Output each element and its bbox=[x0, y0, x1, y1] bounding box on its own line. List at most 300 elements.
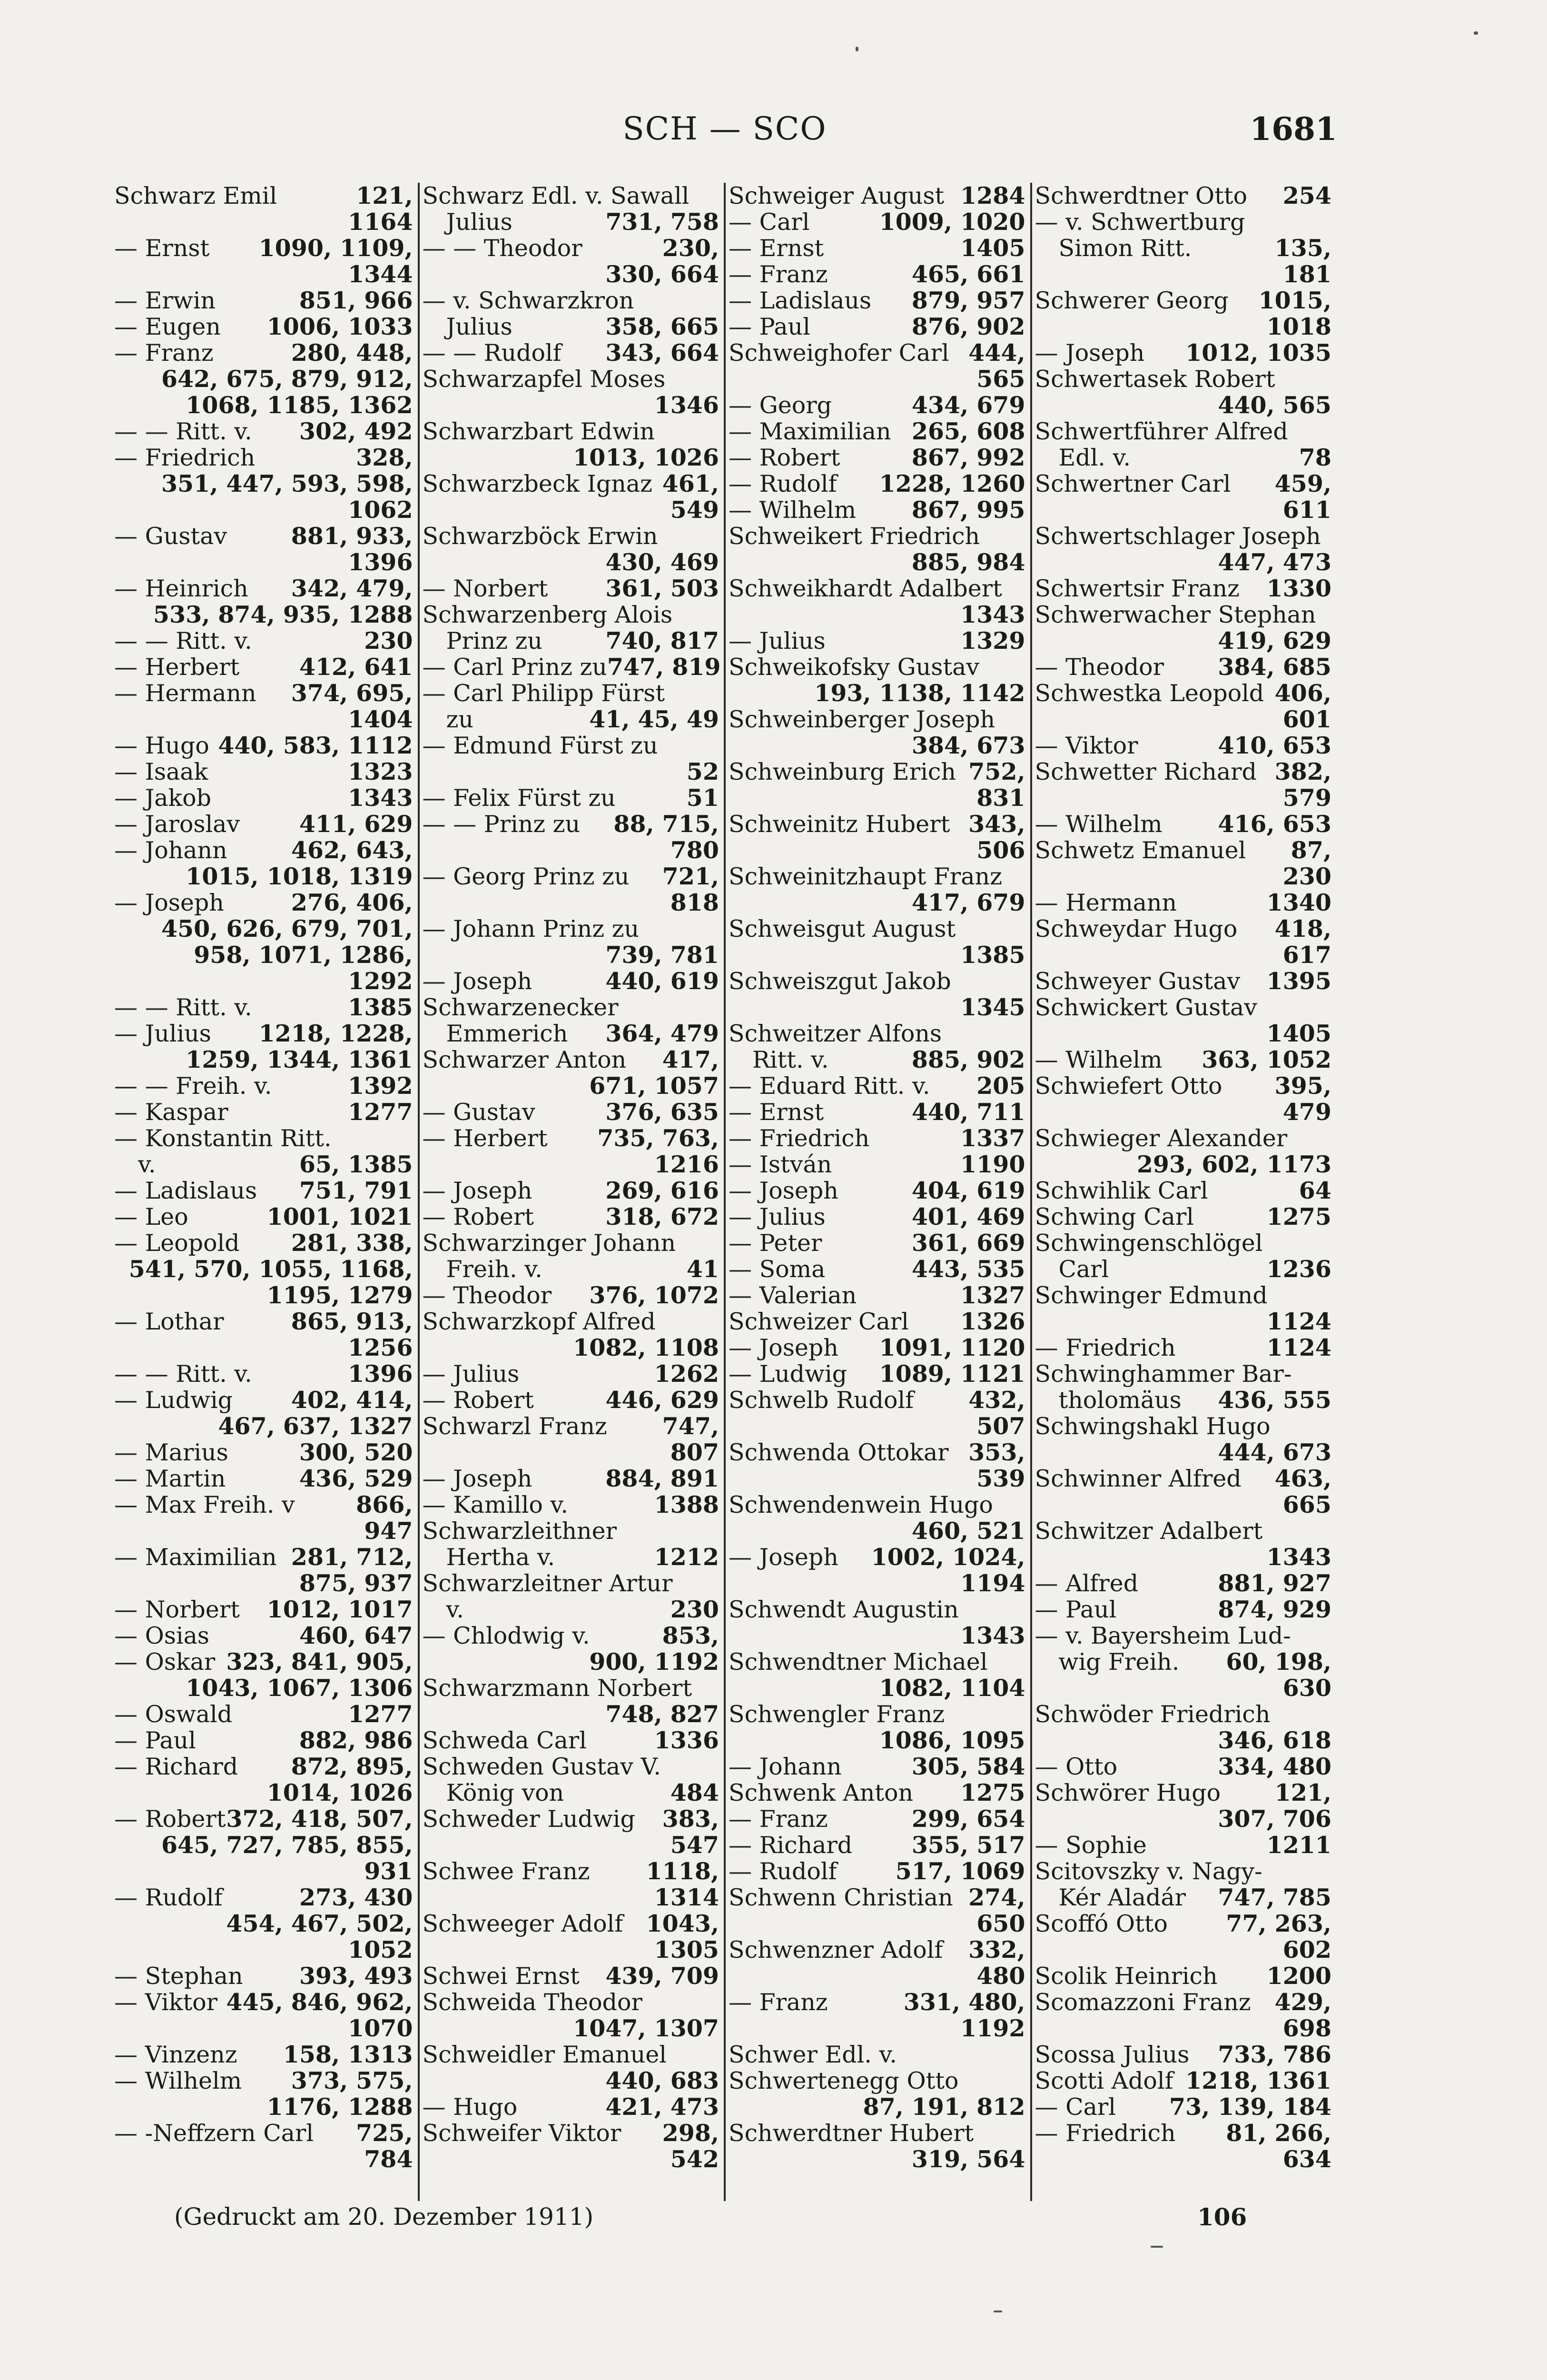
entry-pages-continued: 467, 637, 1327 bbox=[218, 1412, 413, 1440]
entry-pages: 881, 927 bbox=[1218, 1569, 1331, 1597]
index-entry bbox=[1035, 994, 1332, 1047]
entry-pages: 73, 139, 184 bbox=[1169, 2093, 1331, 2121]
entry-name: — Franz bbox=[729, 261, 828, 288]
entry-pages: 1327 bbox=[960, 1281, 1025, 1309]
entry-pages-continued: 330, 664 bbox=[605, 260, 719, 288]
entry-name: Schwiefert Otto bbox=[1035, 1072, 1222, 1100]
entry-pages: 361, 669 bbox=[911, 1229, 1025, 1257]
entry-name: Carl bbox=[1058, 1256, 1109, 1283]
entry-name: — Franz bbox=[729, 1989, 828, 2016]
entry-name: — Wilhelm bbox=[114, 2067, 242, 2094]
index-entry bbox=[1035, 575, 1332, 602]
entry-name: — Otto bbox=[1035, 1753, 1118, 1780]
entry-name: — Gustav bbox=[114, 523, 227, 550]
entry-name: — Leo bbox=[114, 1203, 188, 1230]
index-entry bbox=[729, 916, 1025, 968]
entry-pages-continued: 1346 bbox=[654, 391, 719, 419]
entry-name: — Felix Fürst zu bbox=[422, 784, 616, 812]
entry-name: Schweda Carl bbox=[422, 1727, 587, 1754]
entry-pages: 1405 bbox=[960, 234, 1025, 262]
entry-name: Hertha v. bbox=[446, 1544, 555, 1571]
index-entry bbox=[729, 1282, 1025, 1309]
index-entry bbox=[1035, 602, 1332, 654]
entry-pages: 421, 473 bbox=[605, 2093, 719, 2121]
index-entry bbox=[729, 314, 1025, 340]
entry-name: Schweinberger Joseph bbox=[729, 706, 995, 733]
index-column-2 bbox=[418, 183, 724, 2201]
entry-pages: 440, 619 bbox=[605, 967, 719, 995]
entry-pages-continued: 875, 937 bbox=[299, 1569, 413, 1597]
entry-pages-continued: 1014, 1026 bbox=[266, 1779, 413, 1806]
entry-name: — Hugo bbox=[114, 732, 209, 759]
index-entry bbox=[729, 759, 1025, 811]
index-entry bbox=[1035, 288, 1332, 340]
index-entry bbox=[114, 1806, 413, 1884]
entry-pages: 429, bbox=[1274, 1988, 1331, 2016]
index-entry bbox=[1035, 445, 1332, 471]
print-date: (Gedruckt am 20. Dezember 1911) bbox=[174, 2203, 594, 2231]
entry-name: — Max Freih. v bbox=[114, 1491, 295, 1518]
index-entry bbox=[114, 1151, 413, 1178]
entry-pages: 1090, 1109, bbox=[258, 234, 413, 262]
entry-pages: 1340 bbox=[1266, 889, 1331, 916]
entry-name: — — Ritt. v. bbox=[114, 994, 252, 1021]
index-entry bbox=[423, 602, 719, 628]
entry-pages-continued: 1314 bbox=[654, 1884, 719, 1911]
index-entry bbox=[1035, 2094, 1332, 2120]
entry-pages: 725, bbox=[356, 2119, 413, 2147]
index-entry bbox=[1035, 654, 1332, 680]
entry-pages-continued: 1396 bbox=[348, 548, 413, 576]
index-entry bbox=[423, 1021, 719, 1047]
entry-pages-continued: 630 bbox=[1282, 1674, 1331, 1702]
entry-pages: 851, 966 bbox=[299, 287, 413, 314]
entry-pages: 1124 bbox=[1266, 1334, 1331, 1361]
index-entry bbox=[114, 1492, 413, 1544]
entry-name: — Ladislaus bbox=[729, 287, 872, 314]
entry-pages-continued: 52 bbox=[686, 758, 719, 785]
entry-name: Schwarzbeck Ignaz bbox=[422, 470, 652, 497]
entry-pages: 1002, 1024, bbox=[871, 1543, 1025, 1571]
index-entry bbox=[114, 890, 413, 994]
entry-name: — Joseph bbox=[1035, 339, 1145, 367]
entry-pages-continued: 447, 473 bbox=[1218, 548, 1331, 576]
entry-pages: 459, bbox=[1274, 470, 1331, 497]
entry-pages: 1392 bbox=[348, 1072, 413, 1100]
index-entry bbox=[729, 1256, 1025, 1282]
index-entry bbox=[729, 1858, 1025, 1884]
entry-pages: 1388 bbox=[654, 1491, 719, 1518]
index-entry bbox=[423, 1754, 719, 1780]
index-entry bbox=[1035, 183, 1332, 209]
entry-name: — Johann bbox=[729, 1753, 842, 1780]
index-entry bbox=[423, 2094, 719, 2120]
entry-pages-continued: 807 bbox=[670, 1438, 719, 1466]
index-entry bbox=[114, 680, 413, 733]
entry-name: Schwarzapfel Moses bbox=[422, 366, 666, 393]
entry-pages: 1001, 1021 bbox=[266, 1203, 413, 1230]
entry-pages: 318, 672 bbox=[605, 1203, 719, 1230]
index-entry bbox=[114, 523, 413, 575]
entry-pages-continued: 885, 984 bbox=[911, 548, 1025, 576]
entry-name: — Martin bbox=[114, 1465, 226, 1492]
entry-name: — Joseph bbox=[729, 1177, 838, 1204]
entry-pages-continued: 1385 bbox=[960, 941, 1025, 969]
entry-name: — Friedrich bbox=[1035, 2120, 1176, 2147]
entry-name: — — Prinz zu bbox=[422, 811, 581, 838]
entry-name: — Edmund Fürst zu bbox=[422, 732, 658, 759]
entry-pages: 1343 bbox=[348, 784, 413, 812]
entry-pages: 445, 846, 962, bbox=[226, 1988, 413, 2016]
entry-name: Scomazzoni Franz bbox=[1035, 1989, 1251, 2016]
entry-pages-continued: 507 bbox=[976, 1412, 1025, 1440]
entry-pages: 418, bbox=[1274, 915, 1331, 942]
index-entry bbox=[729, 1832, 1025, 1858]
entry-pages: 440, 583, 1112 bbox=[218, 732, 413, 759]
entry-name: Ritt. v. bbox=[752, 1046, 829, 1073]
entry-name: — Ludwig bbox=[114, 1387, 233, 1414]
entry-name: Emmerich bbox=[446, 1020, 568, 1047]
entry-pages: 269, 616 bbox=[605, 1177, 719, 1204]
index-entry bbox=[114, 1125, 413, 1151]
index-entry bbox=[1035, 523, 1332, 575]
entry-pages: 1277 bbox=[348, 1098, 413, 1126]
index-entry bbox=[423, 916, 719, 968]
entry-pages-continued: 671, 1057 bbox=[589, 1072, 719, 1100]
index-entry bbox=[1035, 733, 1332, 759]
entry-pages: 460, 647 bbox=[299, 1622, 413, 1649]
index-entry bbox=[729, 1439, 1025, 1492]
entry-pages-continued: 931 bbox=[364, 1857, 413, 1885]
page-title: SCH — SCO bbox=[622, 110, 827, 147]
index-entry bbox=[1035, 2042, 1332, 2068]
index-entry bbox=[114, 1623, 413, 1649]
index-entry bbox=[1035, 209, 1332, 235]
entry-name: Schwenda Ottokar bbox=[729, 1439, 949, 1466]
entry-pages: 64 bbox=[1299, 1177, 1331, 1204]
entry-name: Schwenzner Adolf bbox=[729, 1936, 943, 1964]
entry-pages: 747, 785 bbox=[1218, 1884, 1331, 1911]
entry-name: — Chlodwig v. bbox=[422, 1622, 590, 1649]
entry-pages-continued: 1256 bbox=[348, 1334, 413, 1361]
entry-name: — Maximilian bbox=[729, 418, 891, 445]
entry-name: — Jakob bbox=[114, 784, 211, 812]
entry-name: — Hugo bbox=[422, 2093, 518, 2121]
index-entry bbox=[423, 1597, 719, 1623]
entry-name: Schweiszgut Jakob bbox=[729, 968, 951, 995]
entry-pages-continued: 1013, 1026 bbox=[573, 444, 719, 471]
index-entry bbox=[114, 811, 413, 837]
entry-pages: 436, 529 bbox=[299, 1465, 413, 1492]
index-entry bbox=[423, 288, 719, 314]
entry-pages: 874, 929 bbox=[1218, 1596, 1331, 1623]
entry-pages-continued: 319, 564 bbox=[911, 2145, 1025, 2173]
index-entry bbox=[423, 575, 719, 602]
entry-pages: 865, 913, bbox=[291, 1308, 413, 1335]
entry-pages: 1015, bbox=[1258, 287, 1331, 314]
index-entry bbox=[729, 1099, 1025, 1125]
index-entry bbox=[1035, 366, 1332, 418]
index-entry bbox=[423, 628, 719, 654]
entry-name: Schwerdtner Otto bbox=[1035, 183, 1248, 209]
index-entry bbox=[729, 1125, 1025, 1151]
index-entry bbox=[423, 1806, 719, 1858]
index-entry bbox=[729, 235, 1025, 261]
sheet-signature: 106 bbox=[1197, 2203, 1247, 2231]
entry-name: Schwetter Richard bbox=[1035, 758, 1257, 785]
index-entry bbox=[729, 1884, 1025, 1937]
entry-name: Schwingshakl Hugo bbox=[1035, 1413, 1271, 1440]
entry-pages-continued: 1305 bbox=[654, 1936, 719, 1964]
entry-name: — — Ritt. v. bbox=[114, 418, 252, 445]
entry-pages: 334, 480 bbox=[1218, 1753, 1331, 1780]
index-entry bbox=[729, 471, 1025, 497]
entry-name: — Vinzenz bbox=[114, 2041, 237, 2068]
entry-name: Schwarzl Franz bbox=[422, 1413, 607, 1440]
entry-name: — Norbert bbox=[114, 1596, 240, 1623]
entry-name: — Joseph bbox=[422, 968, 532, 995]
index-entry bbox=[114, 1544, 413, 1597]
index-entry bbox=[729, 1387, 1025, 1439]
entry-pages: 328, bbox=[356, 444, 413, 471]
entry-pages: 1218, 1228, bbox=[258, 1020, 413, 1047]
entry-pages: 1284 bbox=[960, 183, 1025, 209]
index-entry bbox=[114, 418, 413, 445]
index-columns bbox=[111, 183, 1336, 2201]
entry-pages-continued: 1195, 1279 bbox=[266, 1281, 413, 1309]
index-entry bbox=[1035, 837, 1332, 890]
entry-name: Schwee Franz bbox=[422, 1858, 590, 1885]
entry-pages-continued: 193, 1138, 1142 bbox=[814, 679, 1025, 707]
index-entry bbox=[423, 654, 719, 680]
entry-pages-continued: 542 bbox=[670, 2145, 719, 2173]
entry-name: — Theodor bbox=[1035, 654, 1164, 681]
entry-pages: 78 bbox=[1299, 444, 1331, 471]
entry-name: — Richard bbox=[114, 1753, 238, 1780]
index-entry bbox=[1035, 418, 1332, 445]
entry-name: — v. Schwarzkron bbox=[422, 287, 634, 314]
entry-name: Schwarzenberg Alois bbox=[422, 601, 673, 628]
index-entry bbox=[729, 1937, 1025, 1989]
entry-pages-continued: 1344 bbox=[348, 260, 413, 288]
entry-name: Schwarz Emil bbox=[114, 183, 277, 209]
entry-name: — Joseph bbox=[422, 1465, 532, 1492]
index-entry bbox=[1035, 1570, 1332, 1597]
index-entry bbox=[114, 288, 413, 314]
entry-pages: 81, 266, bbox=[1226, 2119, 1331, 2147]
entry-pages: 1275 bbox=[1266, 1203, 1331, 1230]
entry-name: — Sophie bbox=[1035, 1832, 1147, 1859]
entry-pages: 298, bbox=[662, 2119, 719, 2147]
entry-pages: 343, 664 bbox=[605, 339, 719, 367]
index-entry bbox=[114, 2120, 413, 2172]
entry-name: — Joseph bbox=[729, 1544, 838, 1571]
entry-pages: 867, 995 bbox=[911, 496, 1025, 524]
index-entry bbox=[729, 1178, 1025, 1204]
entry-name: — Joseph bbox=[422, 1177, 532, 1204]
entry-name: Schweinitz Hubert bbox=[729, 811, 950, 838]
index-entry bbox=[729, 1204, 1025, 1230]
index-entry bbox=[423, 785, 719, 811]
entry-name: Schwickert Gustav bbox=[1035, 994, 1257, 1021]
entry-pages: 372, 418, 507, bbox=[226, 1805, 413, 1833]
entry-pages: 402, 414, bbox=[291, 1386, 413, 1414]
entry-name: Schwengler Franz bbox=[729, 1701, 945, 1728]
index-entry bbox=[729, 497, 1025, 523]
entry-pages: 331, 480, bbox=[903, 1988, 1025, 2016]
index-entry bbox=[1035, 340, 1332, 366]
entry-name: — — Rudolf bbox=[422, 339, 562, 367]
entry-name: — Robert bbox=[729, 444, 840, 471]
entry-pages: 121, bbox=[356, 183, 413, 209]
entry-pages-continued: 650 bbox=[976, 1910, 1025, 1937]
entry-pages: 158, 1313 bbox=[283, 2041, 413, 2068]
entry-pages-continued: 1082, 1104 bbox=[879, 1674, 1025, 1702]
entry-name: — Johann Prinz zu bbox=[422, 915, 640, 942]
index-entry bbox=[1035, 890, 1332, 916]
entry-name: Schwendenwein Hugo bbox=[729, 1491, 993, 1518]
index-entry bbox=[114, 654, 413, 680]
entry-name: — Hermann bbox=[1035, 889, 1177, 916]
index-entry bbox=[423, 1780, 719, 1806]
entry-pages: 747, bbox=[662, 1412, 719, 1440]
index-entry bbox=[1035, 1125, 1332, 1178]
entry-pages-continued: 181 bbox=[1282, 260, 1331, 288]
entry-pages: 299, 654 bbox=[911, 1805, 1025, 1833]
index-entry bbox=[729, 1806, 1025, 1832]
index-entry bbox=[114, 1466, 413, 1492]
entry-name: Scitovszky v. Nagy- bbox=[1035, 1858, 1262, 1885]
index-entry bbox=[1035, 1911, 1332, 1963]
entry-name: zu bbox=[446, 706, 473, 733]
entry-pages-continued: 1068, 1185, 1362 bbox=[186, 391, 413, 419]
index-entry bbox=[114, 1073, 413, 1099]
entry-pages-continued: 739, 781 bbox=[605, 941, 719, 969]
entry-pages: 135, bbox=[1274, 234, 1331, 262]
entry-pages: 444, bbox=[968, 339, 1025, 367]
entry-pages: 363, 1052 bbox=[1202, 1046, 1331, 1073]
index-entry bbox=[1035, 759, 1332, 811]
entry-pages-continued: 1043, 1067, 1306 bbox=[186, 1674, 413, 1702]
entry-name: — Stephan bbox=[114, 1963, 243, 1990]
index-entry bbox=[1035, 1597, 1332, 1623]
entry-name: — Ernst bbox=[729, 1099, 824, 1126]
entry-name: Scossa Julius bbox=[1035, 2041, 1190, 2068]
entry-pages-continued: 1176, 1288 bbox=[266, 2093, 413, 2121]
entry-pages: 230 bbox=[670, 1596, 719, 1623]
entry-name: — Julius bbox=[114, 1020, 211, 1047]
entry-name: — Paul bbox=[1035, 1596, 1117, 1623]
entry-pages: 1190 bbox=[960, 1150, 1025, 1178]
entry-name: — — Ritt. v. bbox=[114, 627, 252, 654]
index-entry bbox=[729, 288, 1025, 314]
entry-name: Simon Ritt. bbox=[1058, 235, 1192, 262]
entry-name: tholomäus bbox=[1058, 1387, 1182, 1414]
entry-name: — Osias bbox=[114, 1622, 209, 1649]
entry-name: Schweida Theodor bbox=[422, 1989, 642, 2016]
entry-pages-continued: 1216 bbox=[654, 1150, 719, 1178]
entry-pages: 867, 992 bbox=[911, 444, 1025, 471]
entry-pages-continued: 1082, 1108 bbox=[573, 1334, 719, 1361]
entry-pages-continued: 479 bbox=[1282, 1098, 1331, 1126]
entry-name: — Rudolf bbox=[114, 1884, 223, 1911]
index-entry bbox=[1035, 1282, 1332, 1335]
entry-pages: 881, 933, bbox=[291, 522, 413, 550]
entry-name: Schwarzer Anton bbox=[422, 1046, 627, 1073]
entry-name: Schwarzböck Erwin bbox=[422, 523, 658, 550]
entry-pages: 280, 448, bbox=[291, 339, 413, 367]
index-entry bbox=[423, 418, 719, 471]
entry-name: Julius bbox=[446, 208, 512, 236]
entry-pages: 1118, bbox=[646, 1857, 719, 1885]
entry-name: Schweinburg Erich bbox=[729, 758, 956, 785]
index-entry bbox=[1035, 1178, 1332, 1204]
index-entry bbox=[423, 680, 719, 706]
entry-name: König von bbox=[446, 1779, 564, 1806]
entry-name: — Eduard Ritt. v. bbox=[729, 1072, 930, 1100]
entry-pages-continued: 611 bbox=[1282, 496, 1331, 524]
entry-pages: 1200 bbox=[1266, 1962, 1331, 1990]
entry-name: Schweikhardt Adalbert bbox=[729, 575, 1002, 602]
entry-name: — Leopold bbox=[114, 1230, 240, 1257]
index-entry bbox=[1035, 968, 1332, 994]
entry-pages: 355, 517 bbox=[911, 1831, 1025, 1859]
entry-pages: 230 bbox=[364, 627, 413, 654]
entry-name: — -Neffzern Carl bbox=[114, 2120, 314, 2147]
index-entry bbox=[729, 968, 1025, 1021]
entry-name: — Carl Prinz zu bbox=[422, 654, 607, 681]
index-entry bbox=[729, 261, 1025, 288]
entry-pages: 1212 bbox=[654, 1543, 719, 1571]
index-entry bbox=[423, 314, 719, 340]
entry-pages-continued: 642, 675, 879, 912, bbox=[161, 365, 413, 393]
entry-name: — Konstantin Ritt. bbox=[114, 1125, 332, 1152]
index-entry bbox=[1035, 1884, 1332, 1911]
index-entry bbox=[1035, 680, 1332, 733]
entry-name: Schweisgut August bbox=[729, 915, 956, 942]
index-entry bbox=[1035, 1701, 1332, 1754]
entry-pages-continued: 293, 602, 1173 bbox=[1136, 1150, 1331, 1178]
entry-name: Prinz zu bbox=[446, 627, 542, 654]
entry-name: Scoffó Otto bbox=[1035, 1910, 1168, 1937]
entry-pages: 41, 45, 49 bbox=[589, 705, 719, 733]
entry-pages: 401, 469 bbox=[911, 1203, 1025, 1230]
index-entry bbox=[729, 209, 1025, 235]
entry-name: — Paul bbox=[729, 313, 810, 340]
entry-pages-continued: 454, 467, 502, bbox=[226, 1910, 413, 1937]
index-entry bbox=[729, 1021, 1025, 1047]
entry-pages: 410, 653 bbox=[1218, 732, 1331, 759]
entry-pages: 205 bbox=[976, 1072, 1025, 1100]
entry-pages: 281, 712, bbox=[291, 1543, 413, 1571]
entry-pages-continued: 1405 bbox=[1266, 1020, 1331, 1047]
index-entry bbox=[1035, 1518, 1332, 1570]
entry-pages: 376, 635 bbox=[605, 1098, 719, 1126]
entry-pages-continued: 1062 bbox=[348, 496, 413, 524]
entry-pages-continued: 549 bbox=[670, 496, 719, 524]
entry-name: — Theodor bbox=[422, 1282, 552, 1309]
entry-pages-continued: 1052 bbox=[348, 1936, 413, 1964]
entry-pages: 866, bbox=[356, 1491, 413, 1518]
entry-pages: 853, bbox=[662, 1622, 719, 1649]
index-entry bbox=[114, 785, 413, 811]
index-column-4 bbox=[1030, 183, 1337, 2201]
entry-name: Schwelb Rudolf bbox=[729, 1387, 914, 1414]
index-entry bbox=[729, 863, 1025, 916]
entry-name: v. bbox=[446, 1596, 464, 1623]
index-entry bbox=[729, 575, 1025, 628]
entry-pages-continued: 565 bbox=[976, 365, 1025, 393]
